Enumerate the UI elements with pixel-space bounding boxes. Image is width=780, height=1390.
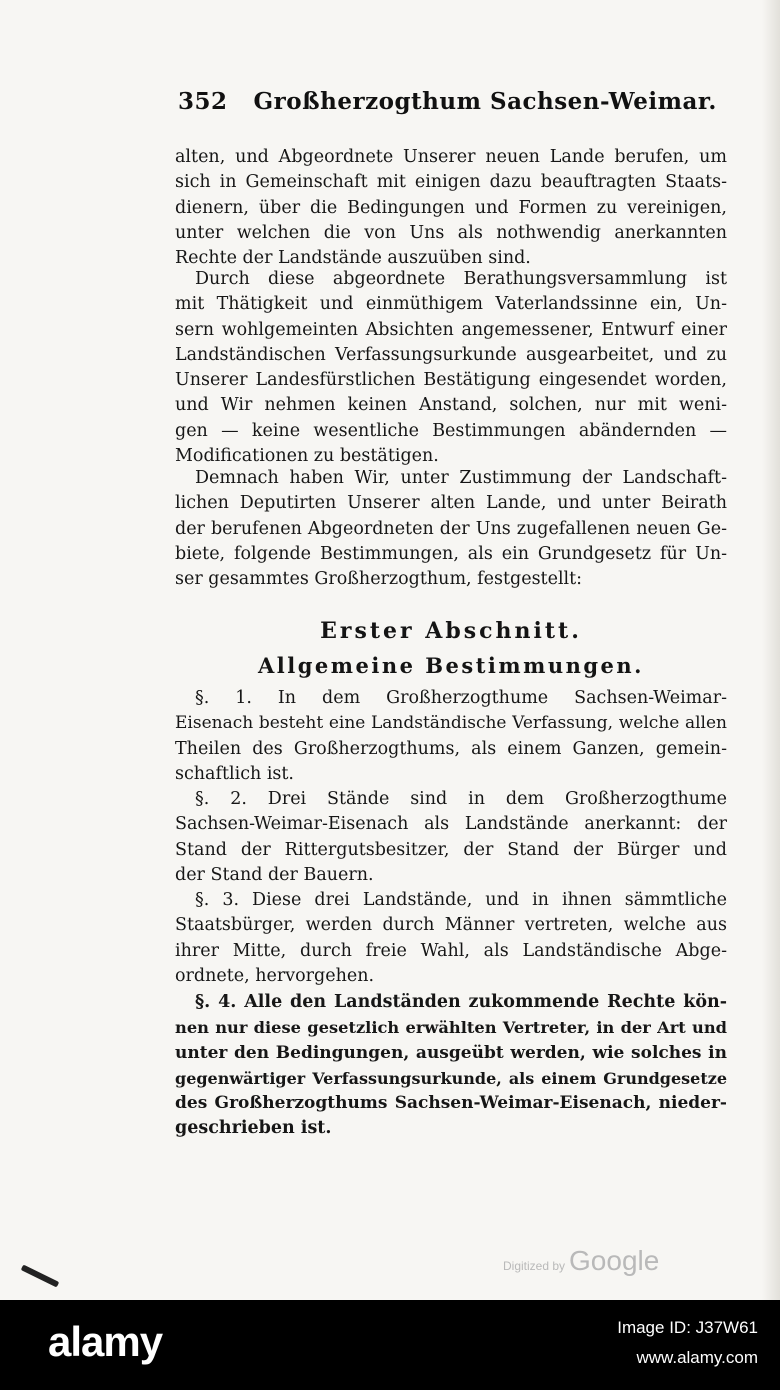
text-line: ihrer Mitte, durch freie Wahl, als Landständische Abge- [175, 940, 727, 961]
section-heading: Erster Abschnitt. [320, 618, 582, 644]
text-line: sich in Gemeinschaft mit einigen dazu beauftragten Staats- [175, 172, 727, 193]
text-line: sern wohlgemeinten Absichten angemessener, Entwurf einer [175, 319, 727, 340]
running-title: Großherzogthum Sachsen-Weimar. [253, 88, 717, 115]
text-line: alten, und Abgeordnete Unserer neuen Lande berufen, um [175, 147, 727, 167]
text-line: und Wir nehmen keinen Anstand, solchen, nur mit weni- [175, 395, 727, 416]
text-line: Eisenach besteht eine Landständische Verfassung, welche allen [175, 713, 727, 734]
text-line: §. 2. Drei Stände sind in dem Großherzogthume [195, 789, 727, 809]
text-line: Rechte der Landstände auszuüben sind. [175, 248, 531, 269]
alamy-logo: alamy [48, 1318, 163, 1365]
section-3 [175, 888, 727, 989]
text-line: gegenwärtiger Verfassungsurkunde, als einem Grundgesetze [175, 1068, 727, 1088]
text-line: geschrieben ist. [175, 1118, 332, 1139]
text-line: §. 4. Alle den Landständen zukommende Rechte kön- [195, 992, 727, 1012]
google-wordmark: Google [569, 1245, 660, 1276]
text-line: Demnach haben Wir, unter Zustimmung der Landschaft- [195, 468, 727, 488]
image-id: Image ID: J37W61 [617, 1318, 758, 1337]
digitized-by-text: Digitized by [503, 1259, 566, 1273]
text-line: Stand der Rittergutsbesitzer, der Stand der Bürger und [175, 839, 727, 860]
text-line: biete, folgende Bestimmungen, als ein Grundgesetz für Un- [175, 543, 727, 564]
section-4 [175, 990, 727, 1142]
section-2 [175, 787, 727, 888]
section-subheading: Allgemeine Bestimmungen. [257, 653, 644, 678]
paragraph-1 [175, 145, 727, 271]
text-line: Staatsbürger, werden durch Männer vertreten, welche aus [175, 915, 727, 936]
running-header [178, 88, 723, 115]
text-line: unter welchen die von Uns als nothwendig anerkannten [175, 222, 727, 243]
text-line: gen — keine wesentliche Bestimmungen abändernden — [175, 420, 727, 441]
site-url: www.alamy.com [636, 1348, 758, 1367]
text-line: ordnete, hervorgehen. [175, 965, 375, 986]
text-line: Modificationen zu bestätigen. [175, 446, 439, 467]
text-line: §. 3. Diese drei Landstände, und in ihnen sämmtliche [195, 890, 727, 910]
text-line: ser gesammtes Großherzogthum, festgestellt: [175, 569, 583, 590]
digitized-watermark [503, 1245, 659, 1277]
paragraph-3 [175, 466, 727, 592]
text-line: Sachsen-Weimar-Eisenach als Landstände anerkannt: der [175, 814, 727, 835]
text-line: Theilen des Großherzogthums, als einem Ganzen, gemein- [175, 738, 727, 759]
section-1 [175, 686, 727, 787]
text-line: nen nur diese gesetzlich erwählten Vertreter, in der Art und [175, 1018, 727, 1038]
text-line: lichen Deputirten Unserer alten Lande, und unter Beirath [175, 493, 727, 514]
text-line: der berufenen Abgeordneten der Uns zugefallenen neuen Ge- [175, 518, 727, 539]
page-number: 352 [178, 88, 228, 115]
paragraph-2 [175, 267, 727, 469]
text-line: unter den Bedingungen, ausgeübt werden, wie solches in [175, 1042, 727, 1063]
text-line: mit Thätigkeit und einmüthigem Vaterlandssinne ein, Un- [175, 294, 727, 315]
text-line: dienern, über die Bedingungen und Formen zu vereinigen, [175, 197, 727, 218]
text-line: Durch diese abgeordnete Berathungsversammlung ist [195, 269, 727, 289]
text-line: Unserer Landesfürstlichen Bestätigung eingesendet worden, [175, 370, 727, 391]
text-line: §. 1. In dem Großherzogthume Sachsen-Weimar- [195, 688, 727, 708]
text-line: Landständischen Verfassungsurkunde ausgearbeitet, und zu [175, 344, 727, 365]
page-right-edge [762, 0, 780, 1300]
text-line: schaftlich ist. [175, 763, 294, 784]
text-line: des Großherzogthums Sachsen-Weimar-Eisenach, nieder- [175, 1093, 727, 1114]
text-line: der Stand der Bauern. [175, 864, 374, 885]
